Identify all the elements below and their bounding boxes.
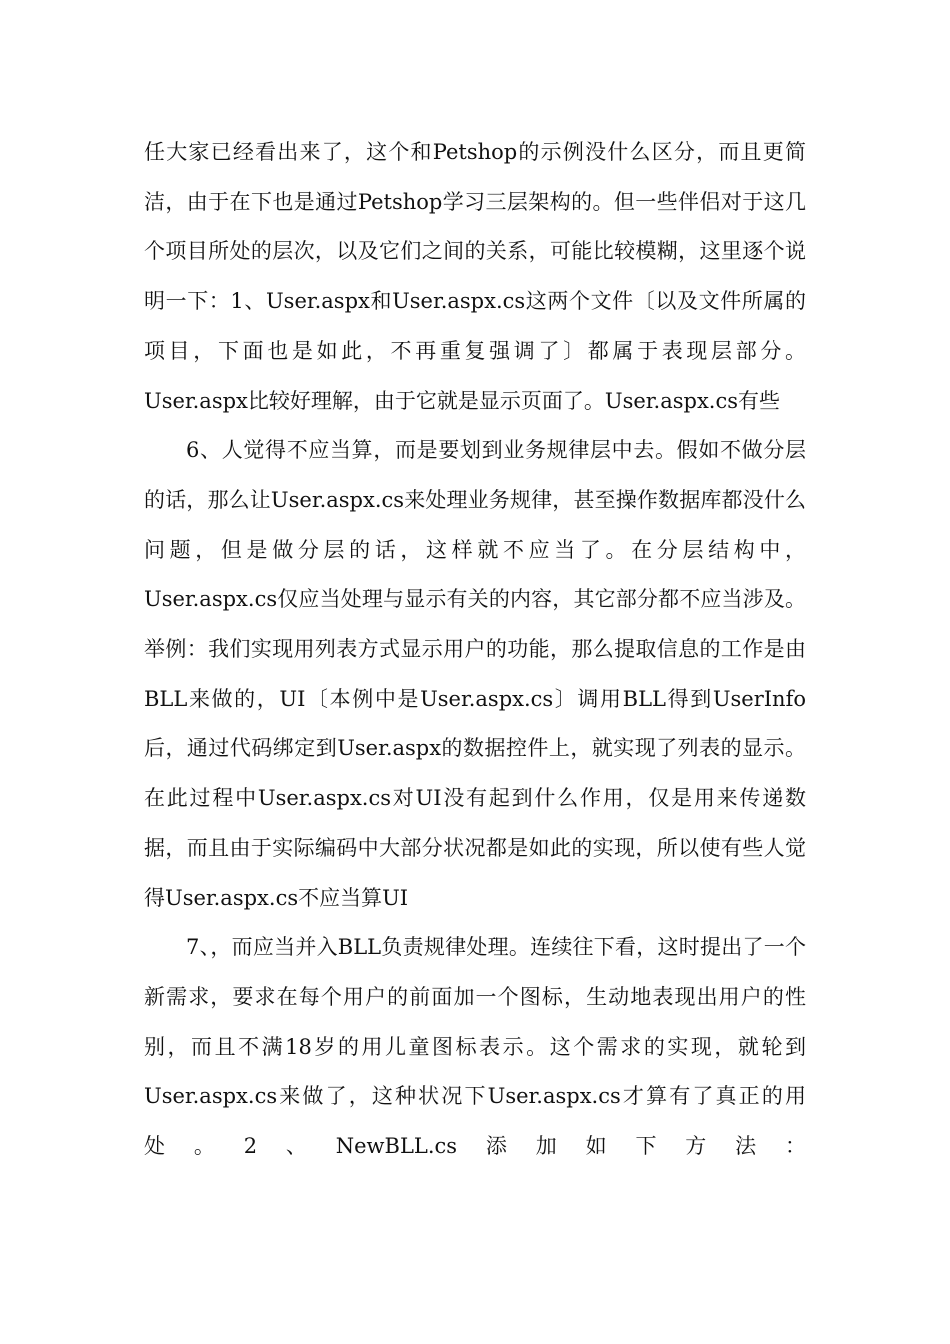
body-text [144,128,806,1172]
paragraph-1: 任大家已经看出来了，这个和Petshop的示例没什么区分，而且更简洁，由于在下也是通过Petshop学习三层架构的。但一些伴侣对于这几个项目所处的层次，以及它们之间的关系，可能比较模糊，这里逐个说明一下：1、User.aspx和User.aspx.cs这两个文件〔以及文件所属的项目，下面也是如此，不再重复强调了〕都属于表现层部分。User.aspx比较好理解，由于它就是显示页面了。User.aspx.cs有些 [144,140,806,413]
paragraph-2: 6、人觉得不应当算，而是要划到业务规律层中去。假如不做分层的话，那么让User.aspx.cs来处理业务规律，甚至操作数据库都没什么问题，但是做分层的话，这样就不应当了。在分层结构中，User.aspx.cs仅应当处理与显示有关的内容，其它部分都不应当涉及。举例：我们实现用列表方式显示用户的功能，那么提取信息的工作是由BLL来做的，UI〔本例中是User.aspx.cs〕调用BLL得到UserInfo后，通过代码绑定到User.aspx的数据控件上，就实现了列表的显示。在此过程中User.aspx.cs对UI没有起到什么作用，仅是用来传递数据，而且由于实际编码中大部分状况都是如此的实现，所以使有些人觉得User.aspx.cs不应当算UI [144,438,806,910]
paragraph-3: 7、，而应当并入BLL负责规律处理。连续往下看，这时提出了一个新需求，要求在每个用户的前面加一个图标，生动地表现出用户的性别，而且不满18岁的用儿童图标表示。这个需求的实现，就轮到User.aspx.cs来做了，这种状况下User.aspx.cs才算有了真正的用处。2、NewBLL.cs添加如下方法： [144,935,806,1159]
